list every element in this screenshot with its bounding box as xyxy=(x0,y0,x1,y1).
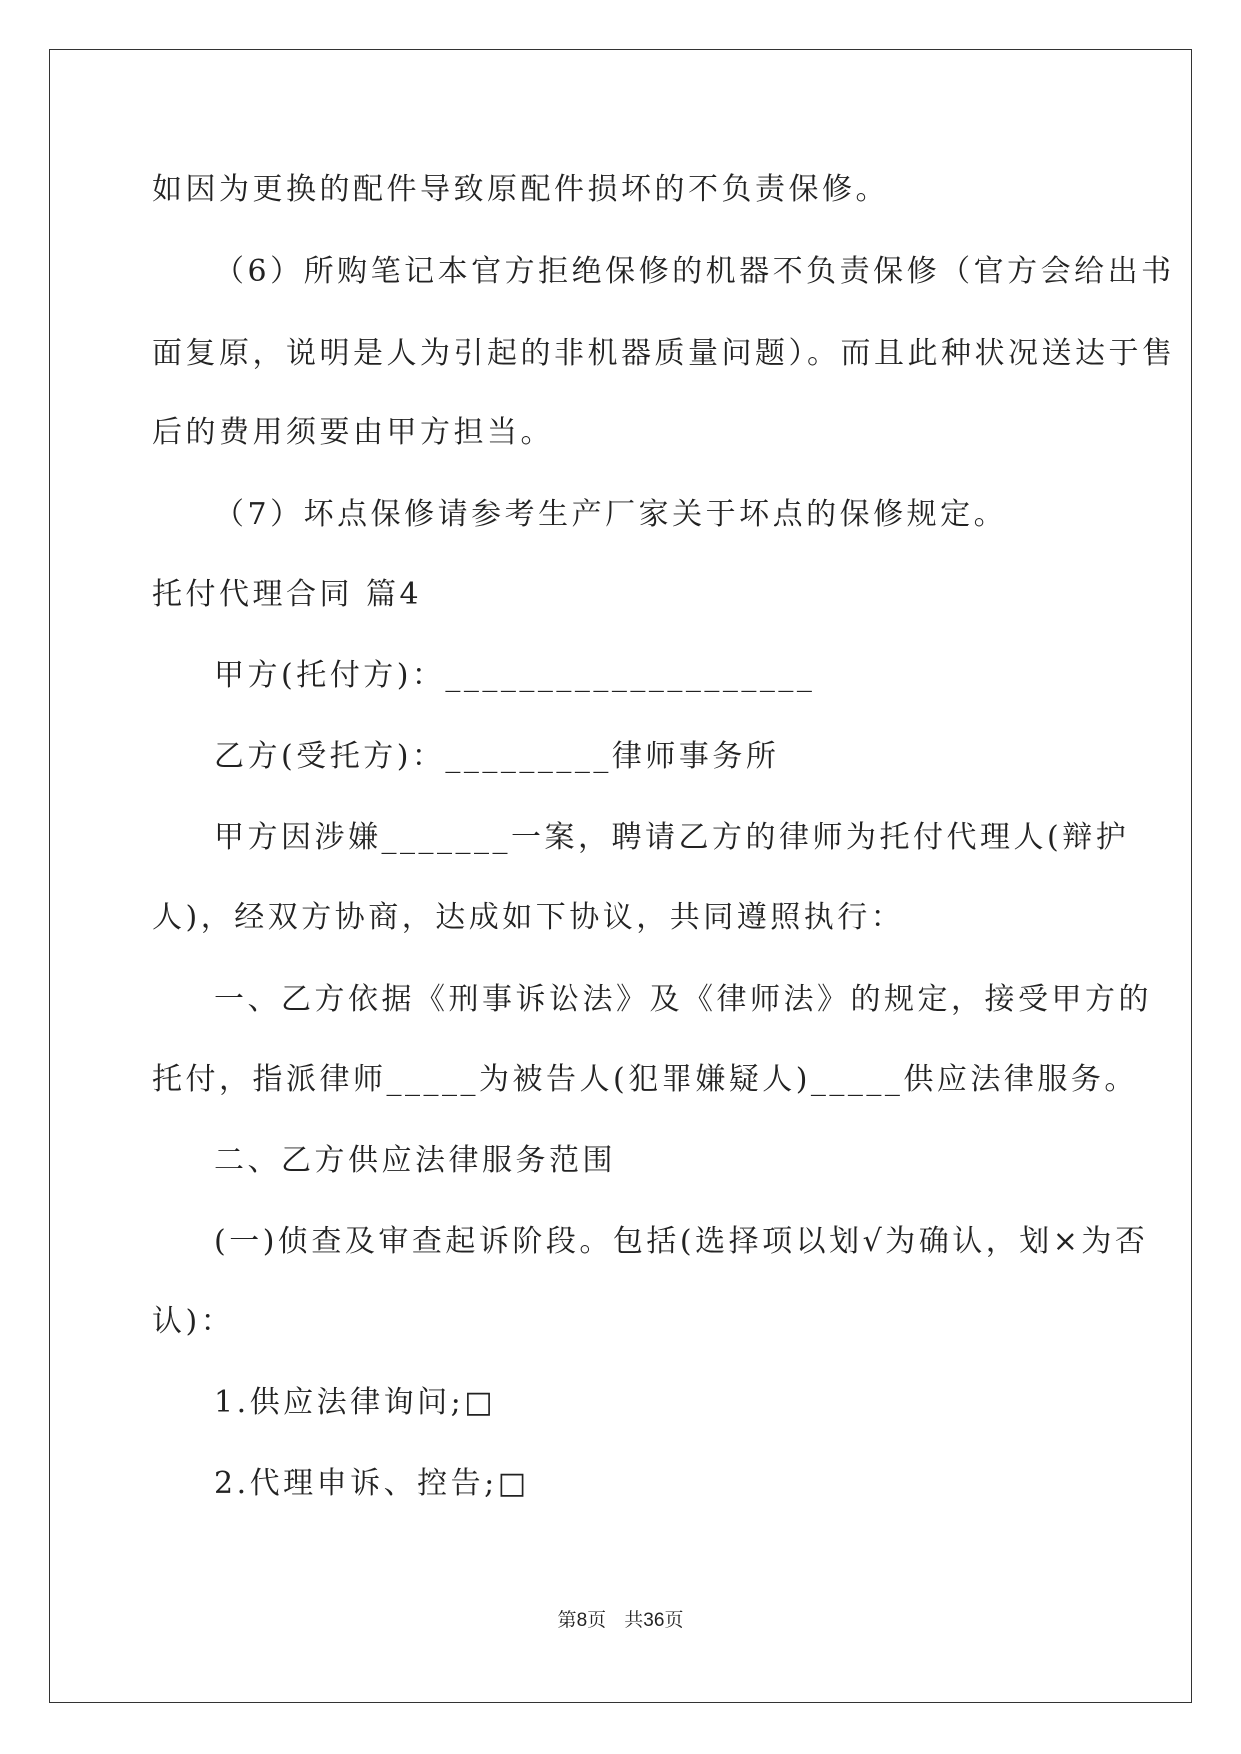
body-line: (一)侦查及审查起诉阶段。包括(选择项以划√为确认，划×为否 xyxy=(214,1224,1149,1259)
body-line: 如因为更换的配件导致原配件损坏的不负责保修。 xyxy=(152,172,889,207)
footer-page-number: 8 xyxy=(576,1610,588,1631)
footer-page-suffix: 页 xyxy=(587,1609,607,1631)
footer-total-prefix: 共 xyxy=(624,1609,644,1631)
page-footer xyxy=(0,1608,1241,1633)
party-b-line: 乙方(受托方)：_________律师事务所 xyxy=(214,739,780,774)
body-line: 甲方因涉嫌_______一案，聘请乙方的律师为托付代理人(辩护 xyxy=(214,820,1130,855)
body-line: 面复原，说明是人为引起的非机器质量问题）。而且此种状况送达于售 xyxy=(152,336,1176,371)
body-line: 托付，指派律师_____为被告人(犯罪嫌疑人)_____供应法律服务。 xyxy=(152,1062,1138,1097)
footer-total-suffix: 页 xyxy=(664,1609,684,1631)
body-line: （6）所购笔记本官方拒绝保修的机器不负责保修（官方会给出书 xyxy=(214,254,1175,289)
body-line: 一、乙方依据《刑事诉讼法》及《律师法》的规定，接受甲方的 xyxy=(214,982,1152,1017)
party-a-line: 甲方(托付方)：____________________ xyxy=(214,658,816,693)
body-line: 认)： xyxy=(152,1304,235,1339)
body-line: 后的费用须要由甲方担当。 xyxy=(152,415,554,450)
footer-total-number: 36 xyxy=(643,1610,665,1631)
body-line: （7）坏点保修请参考生产厂家关于坏点的保修规定。 xyxy=(214,497,1008,532)
body-line: 二、乙方供应法律服务范围 xyxy=(214,1143,616,1178)
body-line: 人)，经双方协商，达成如下协议，共同遵照执行： xyxy=(152,900,905,935)
checklist-item: 1.供应法律询问;□ xyxy=(214,1385,497,1420)
page-border xyxy=(49,49,1192,1703)
footer-page-prefix: 第 xyxy=(557,1609,577,1631)
checklist-item: 2.代理申诉、控告;□ xyxy=(214,1466,530,1501)
section-heading: 托付代理合同 篇4 xyxy=(152,577,423,612)
